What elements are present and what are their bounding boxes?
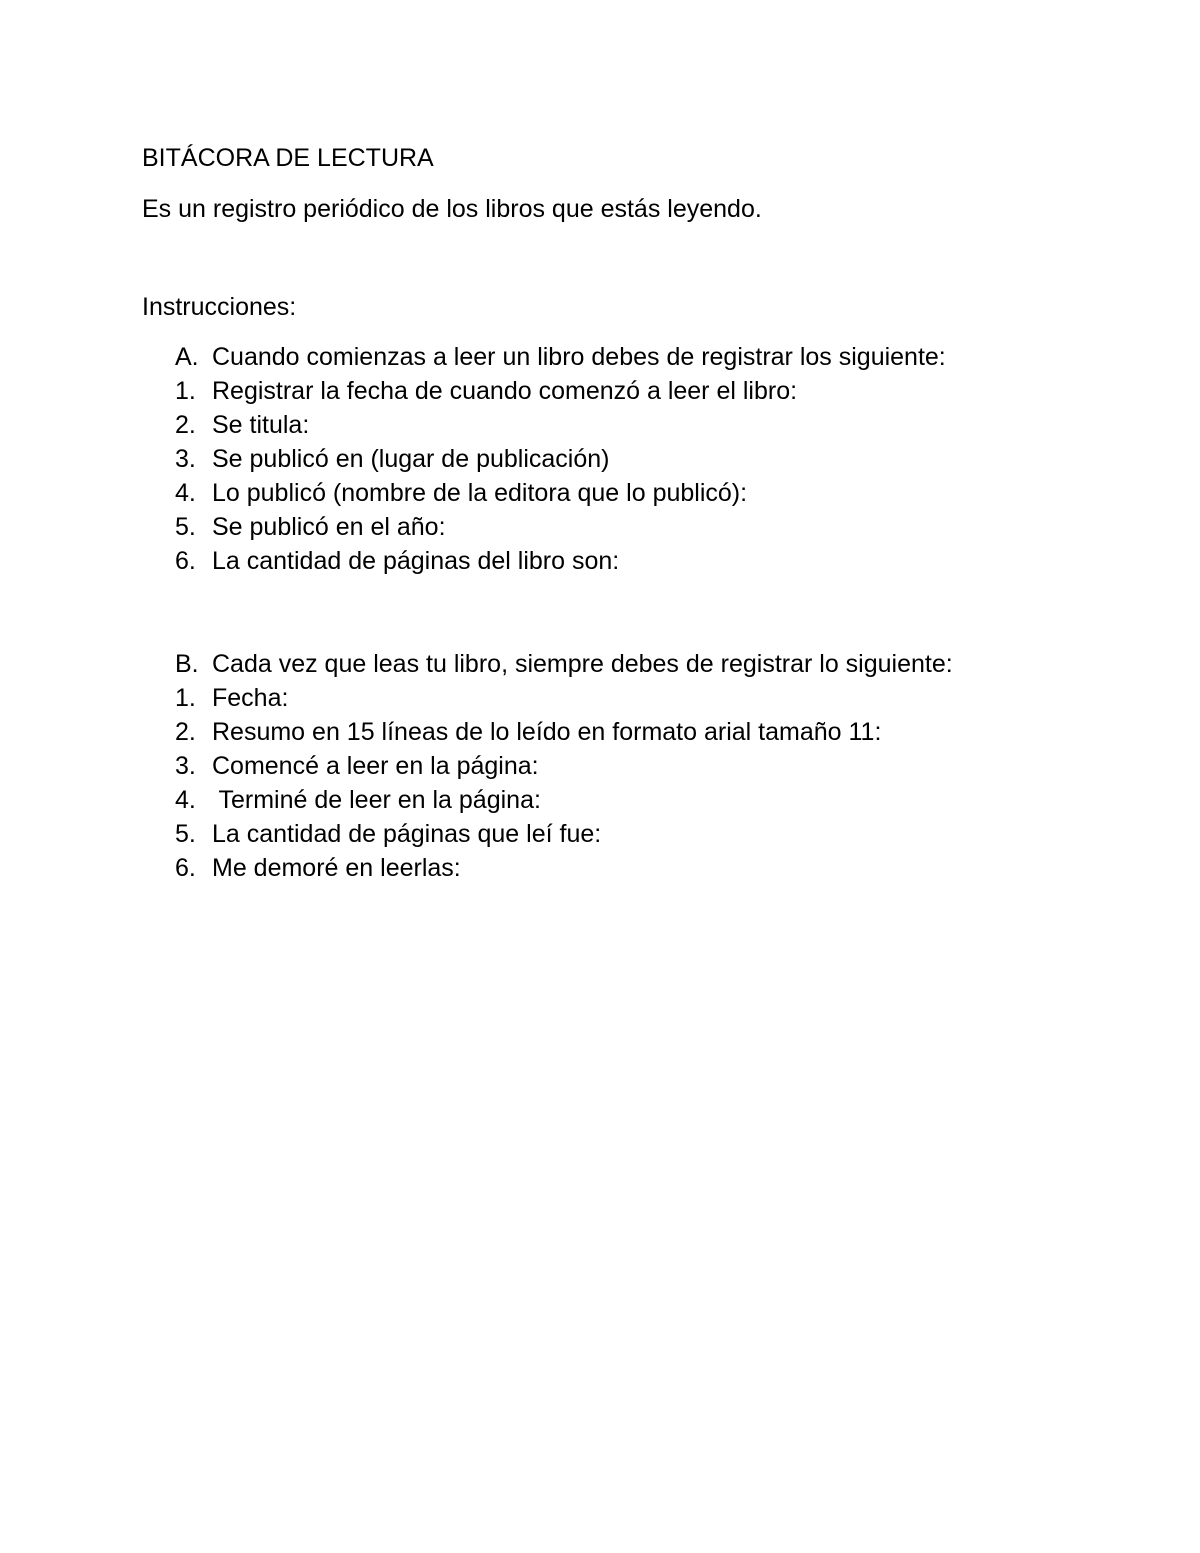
document-title: BITÁCORA DE LECTURA [142,144,434,172]
list-marker: 3. [175,445,196,473]
list-marker: 5. [175,820,196,848]
list-item [175,851,1155,885]
list-item [175,749,1155,783]
list-item-text: Registrar la fecha de cuando comenzó a leer el libro: [212,377,798,405]
section-heading-text: Cuando comienzas a leer un libro debes de registrar los siguiente: [212,343,946,371]
list-item [175,544,1155,578]
section-a-heading [175,340,1155,374]
list-item [175,374,1155,408]
list-marker: 1. [175,377,196,405]
list-item-text: La cantidad de páginas del libro son: [212,547,620,575]
list-item [175,408,1155,442]
section-a [175,340,1155,578]
list-marker: 1. [175,684,196,712]
list-marker: 4. [175,786,196,814]
list-item-text: Se publicó en el año: [212,513,446,541]
list-marker: 6. [175,547,196,575]
list-item [175,442,1155,476]
list-item [175,715,1155,749]
list-item [175,817,1155,851]
section-heading-text: Cada vez que leas tu libro, siempre debes de registrar lo siguiente: [212,650,953,678]
list-item-text: Lo publicó (nombre de la editora que lo publicó): [212,479,748,507]
list-item [175,476,1155,510]
list-item [175,783,1155,817]
section-b-heading [175,647,1155,681]
list-item-text: Me demoré en leerlas: [212,854,461,882]
section-b [175,647,1155,885]
list-marker: 6. [175,854,196,882]
list-marker: 2. [175,411,196,439]
list-item-text: Fecha: [212,684,289,712]
list-item-text: Se titula: [212,411,310,439]
list-marker: 4. [175,479,196,507]
document-subtitle: Es un registro periódico de los libros que estás leyendo. [142,195,762,223]
list-item-text: Comencé a leer en la página: [212,752,539,780]
list-item-text: Terminé de leer en la página: [212,786,541,814]
list-marker: 3. [175,752,196,780]
instructions-label: Instrucciones: [142,293,297,321]
list-item-text: Se publicó en (lugar de publicación) [212,445,610,473]
list-item [175,510,1155,544]
list-marker: 2. [175,718,196,746]
list-item-text: Resumo en 15 líneas de lo leído en formato arial tamaño 11: [212,718,882,746]
list-marker: 5. [175,513,196,541]
list-marker: B. [175,650,199,678]
list-item [175,681,1155,715]
list-item-text: La cantidad de páginas que leí fue: [212,820,602,848]
list-marker: A. [175,343,199,371]
